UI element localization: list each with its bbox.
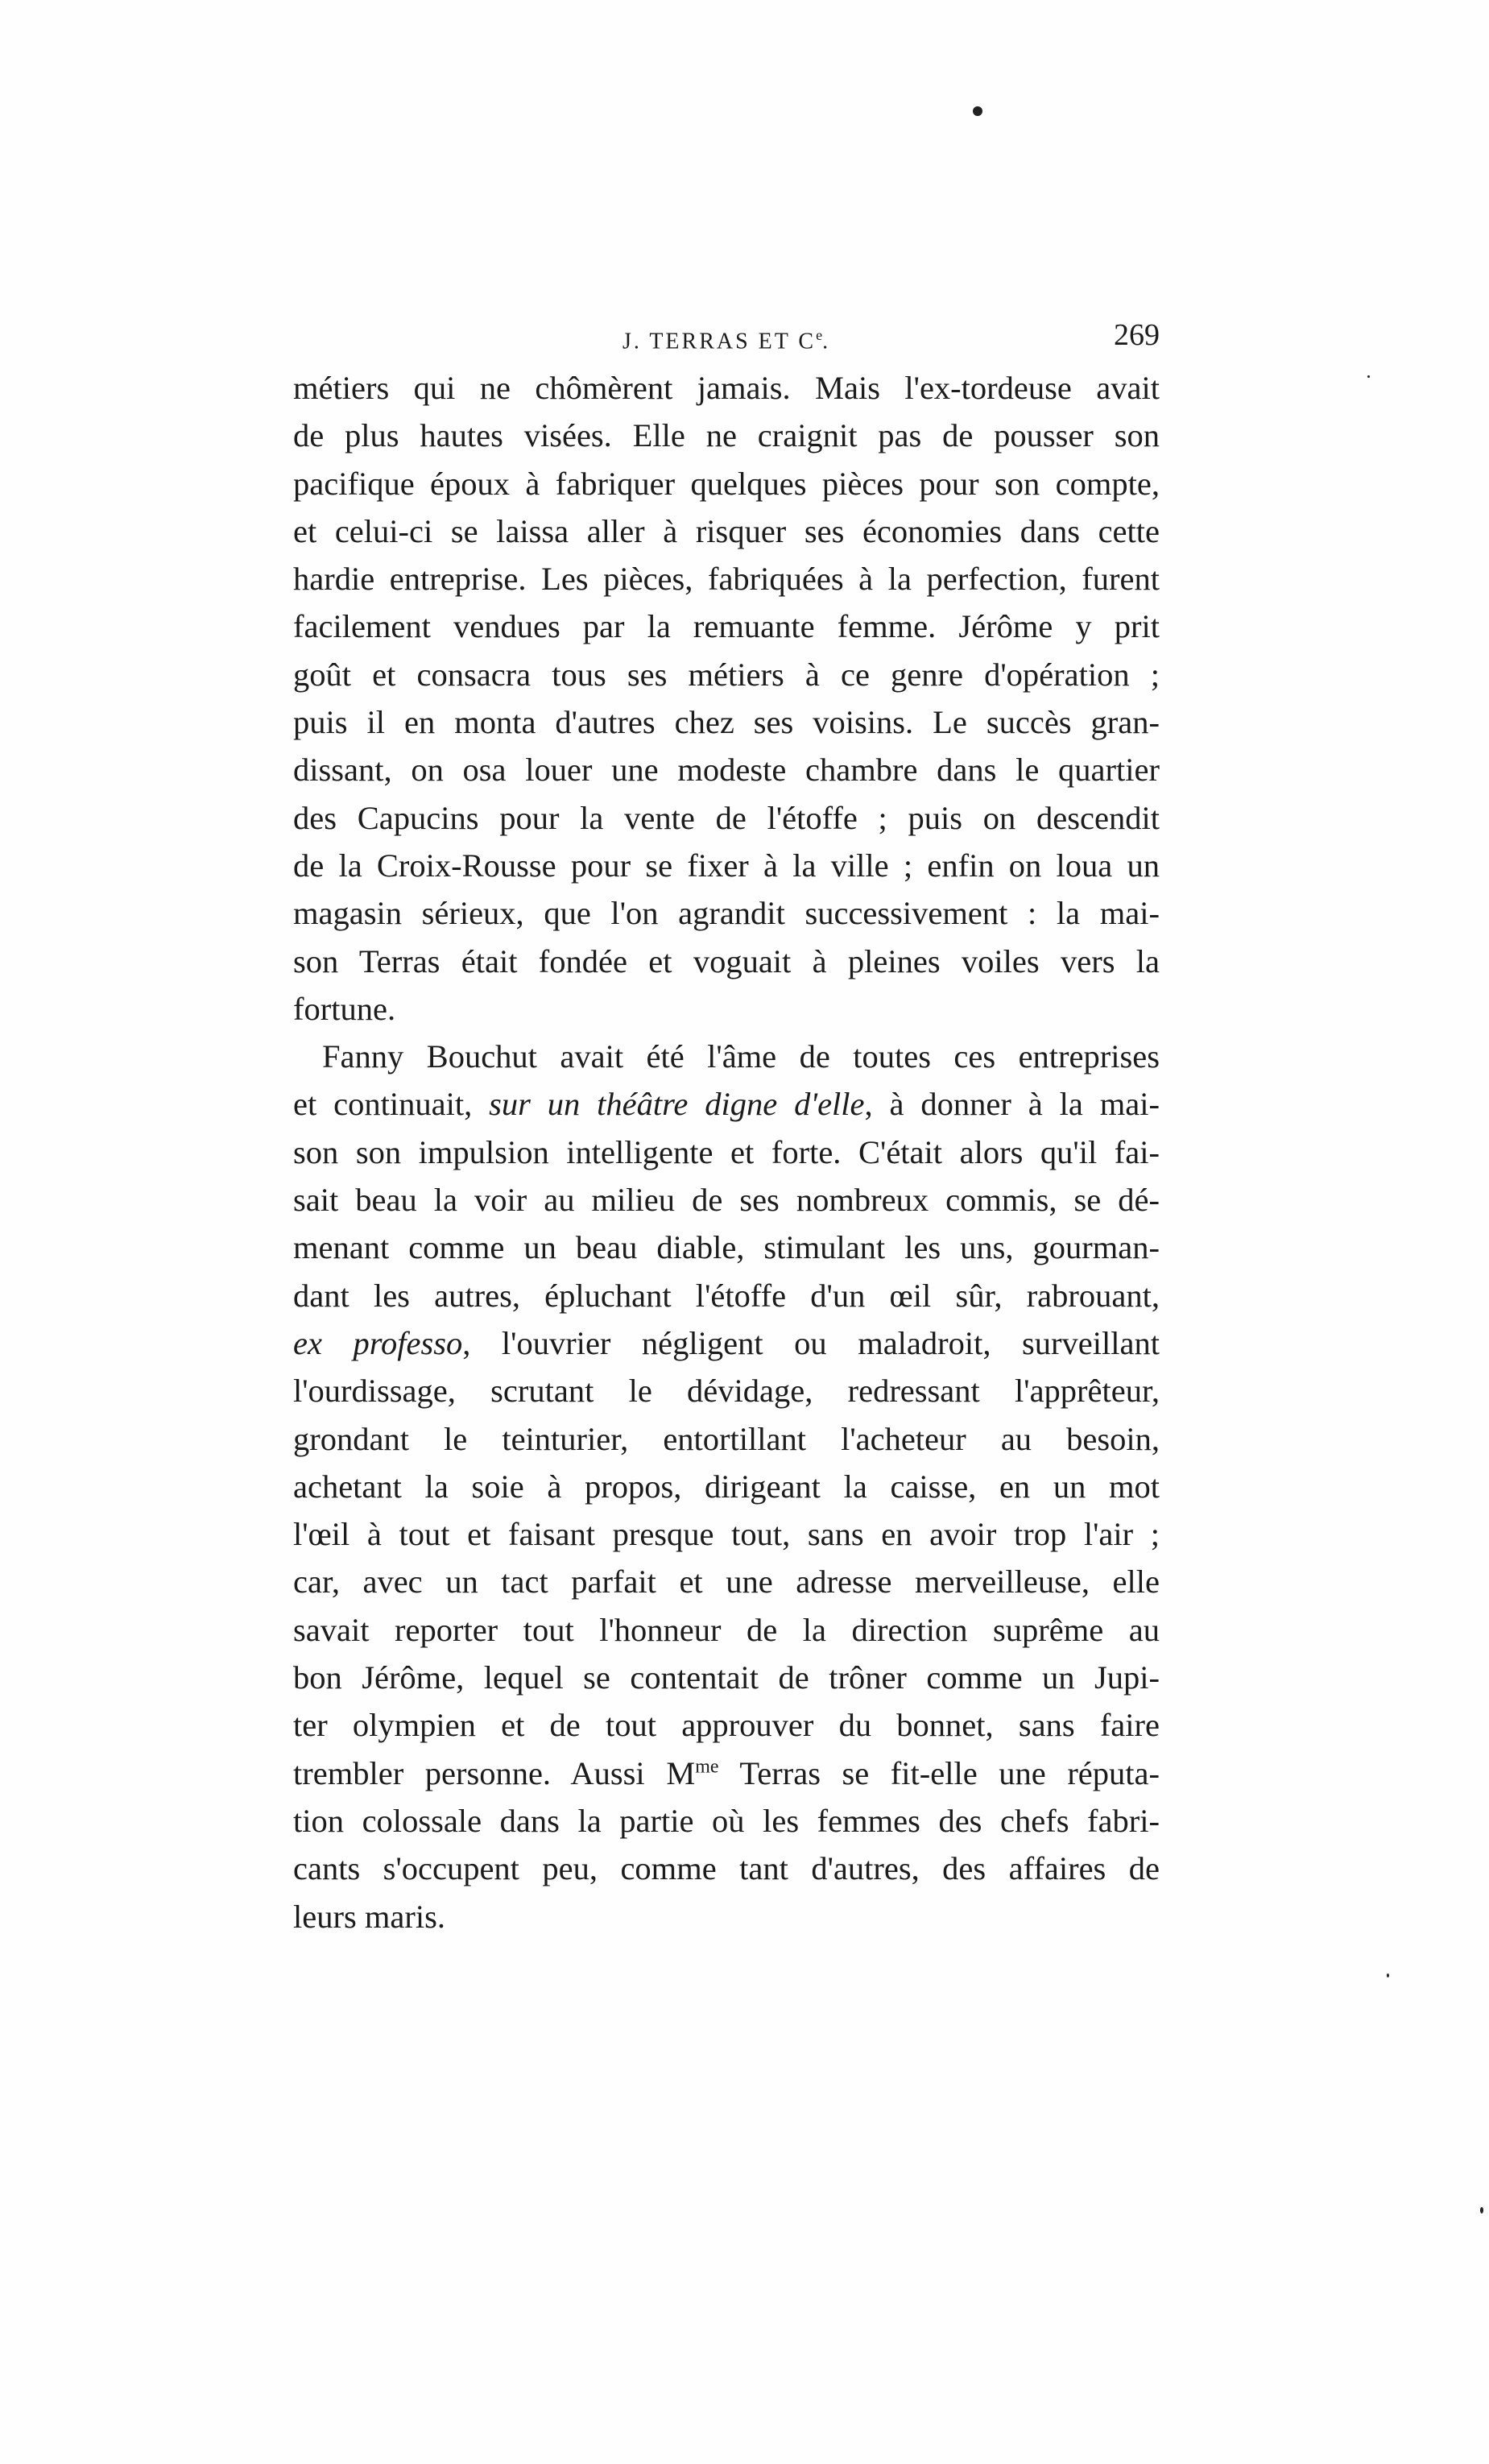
text-run: Terras se fit-elle une réputa-	[718, 1754, 1160, 1791]
text-line: bon Jérôme, lequel se contentait de trôner comme un Jupi-	[293, 1659, 1160, 1696]
paragraph-2	[293, 1033, 1160, 1940]
text-line: hardie entreprise. Les pièces, fabriquées à la perfection, furent	[293, 561, 1160, 598]
text-line: et celui-ci se laissa aller à risquer ses économies dans cette	[293, 512, 1160, 549]
text-line: magasin sérieux, que l'on agrandit successivement : la mai-	[293, 895, 1160, 932]
text-line: puis il en monta d'autres chez ses voisins. Le succès gran-	[293, 704, 1160, 741]
ink-speck	[1387, 1973, 1389, 1977]
text-line: tion colossale dans la partie où les femmes des chefs fabri-	[293, 1802, 1160, 1839]
text-line: son son impulsion intelligente et forte. C'était alors qu'il fai-	[293, 1133, 1160, 1170]
page-number: 269	[1114, 318, 1160, 352]
text-run: , l'ouvrier négligent ou maladroit, surveillant	[462, 1324, 1160, 1361]
italic-run: sur un théâtre digne d'elle	[489, 1086, 865, 1123]
text-line: ter olympien et de tout approuver du bonnet, sans faire	[293, 1707, 1160, 1744]
text-line	[293, 1750, 1160, 1797]
text-run: , à donner à la mai-	[864, 1086, 1160, 1123]
text-line	[293, 1319, 1160, 1367]
text-line: dissant, on osa louer une modeste chambre dans le quartier	[293, 752, 1160, 789]
ink-speck	[1367, 375, 1370, 378]
text-line	[293, 1080, 1160, 1128]
text-run: trembler personne. Aussi M	[293, 1754, 696, 1791]
ink-speck	[973, 106, 982, 116]
text-line: son Terras était fondée et voguait à pleines voiles vers la	[293, 942, 1160, 979]
text-run: et continuait,	[293, 1086, 490, 1123]
text-line: de la Croix-Rousse pour se fixer à la ville ; enfin on loua un	[293, 847, 1160, 884]
italic-run: ex professo	[293, 1324, 463, 1361]
text-line: de plus hautes visées. Elle ne craignit pas de pousser son	[293, 417, 1160, 454]
text-line: menant comme un beau diable, stimulant les uns, gourman-	[293, 1229, 1160, 1266]
text-line: goût et consacra tous ses métiers à ce genre d'opération ;	[293, 656, 1160, 693]
text-line: cants s'occupent peu, comme tant d'autres, des affaires de	[293, 1850, 1160, 1887]
text-line: des Capucins pour la vente de l'étoffe ; puis on descendit	[293, 799, 1160, 836]
ink-speck	[1480, 2207, 1483, 2213]
running-title-end: .	[822, 329, 831, 354]
paragraph-1	[293, 364, 1160, 1033]
text-line: l'œil à tout et faisant presque tout, sans en avoir trop l'air ;	[293, 1516, 1160, 1553]
superscript: me	[695, 1756, 719, 1778]
text-line: car, avec un tact parfait et une adresse merveilleuse, elle	[293, 1563, 1160, 1601]
text-line: sait beau la voir au milieu de ses nombreux commis, se dé-	[293, 1182, 1160, 1219]
text-line: facilement vendues par la remuante femme. Jérôme y prit	[293, 608, 1160, 645]
text-line: achetant la soie à propos, dirigeant la caisse, en un mot	[293, 1468, 1160, 1505]
text-line: fortune.	[293, 990, 396, 1027]
text-line: pacifique époux à fabriquer quelques pièces pour son compte,	[293, 465, 1160, 502]
running-head	[293, 311, 1160, 359]
running-title-text: J. TERRAS ET C	[622, 329, 817, 354]
text-line: l'ourdissage, scrutant le dévidage, redressant l'apprêteur,	[293, 1373, 1160, 1410]
running-title-superscript: e	[816, 327, 823, 343]
text-line: dant les autres, épluchant l'étoffe d'un œil sûr, rabrouant,	[293, 1277, 1160, 1314]
text-line: métiers qui ne chômèrent jamais. Mais l'ex-tordeuse avait	[293, 370, 1160, 406]
text-line: leurs maris.	[293, 1898, 445, 1935]
running-title	[293, 311, 1160, 366]
text-line: savait reporter tout l'honneur de la direction suprême au	[293, 1611, 1160, 1648]
text-line: Fanny Bouchut avait été l'âme de toutes ces entreprises	[322, 1038, 1160, 1075]
text-line: grondant le teinturier, entortillant l'acheteur au besoin,	[293, 1420, 1160, 1457]
body-text	[293, 364, 1160, 1940]
